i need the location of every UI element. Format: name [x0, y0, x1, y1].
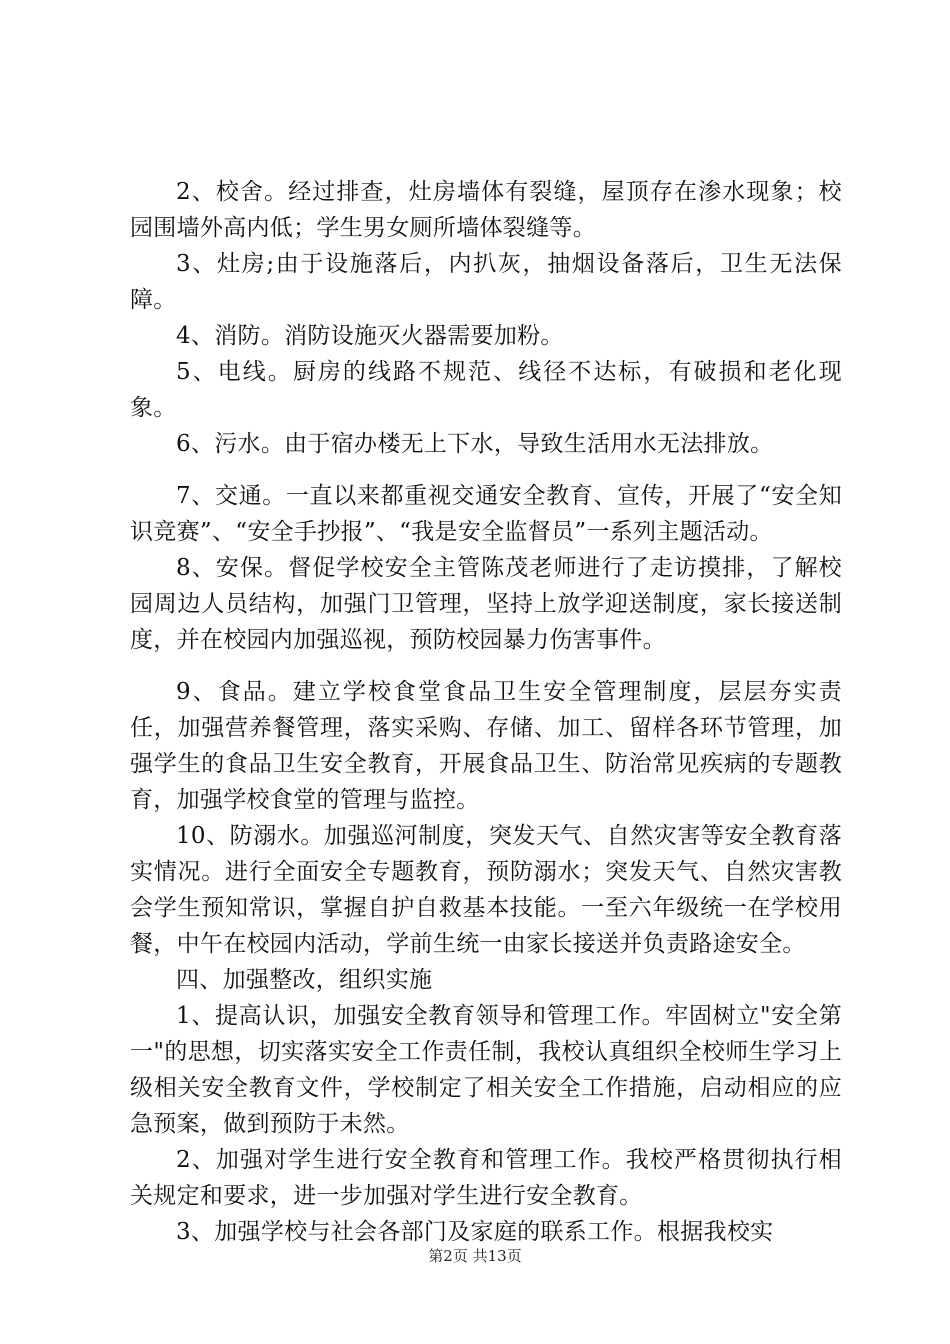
document-body: [130, 174, 842, 1250]
paragraph-fire-safety: 4、消防。消防设施灭火器需要加粉。: [176, 323, 564, 349]
paragraph-school-buildings: 2、校舍。经过排查，灶房墙体有裂缝，屋顶存在渗水现象；校园围墙外高内低；学生男女厕所墙体裂缝等。: [130, 179, 842, 241]
paragraph-drowning-prevention: 10、防溺水。加强巡河制度，突发天气、自然灾害等安全教育落实情况。进行全面安全专题教育，预防溺水；突发天气、自然灾害教会学生预知常识，掌握自护自救基本技能。一至六年级统一在学校用餐，中午在校园内活动，学前生统一由家长接送并负责路途安全。: [130, 823, 842, 957]
paragraph-traffic: 7、交通。一直以来都重视交通安全教育、宣传，开展了“安全知识竞赛”、“安全手抄报”、“我是安全监督员”一系列主题活动。: [130, 483, 842, 545]
paragraph-wiring: 5、电线。厨房的线路不规范、线径不达标，有破损和老化现象。: [130, 359, 842, 421]
section-heading-rectification: 四、加强整改，组织实施: [176, 967, 433, 993]
paragraph-student-education: 2、加强对学生进行安全教育和管理工作。我校严格贯彻执行相关规定和要求，进一步加强对学生进行安全教育。: [130, 1147, 842, 1209]
paragraph-security: 8、安保。督促学校安全主管陈茂老师进行了走访摸排，了解校园周边人员结构，加强门卫管理，坚持上放学迎送制度，家长接送制度，并在校园内加强巡视，预防校园暴力伤害事件。: [130, 555, 842, 653]
paragraph-food: 9、食品。建立学校食堂食品卫生安全管理制度，层层夯实责任，加强营养餐管理，落实采购、存储、加工、留样各环节管理，加强学生的食品卫生安全教育，开展食品卫生、防治常见疾病的专题教育，加强学校食堂的管理与监控。: [130, 679, 842, 813]
paragraph-kitchen: 3、灶房;由于设施落后，内扒灰，抽烟设备落后，卫生无法保障。: [130, 251, 842, 313]
paragraph-awareness: 1、提高认识，加强安全教育领导和管理工作。牢固树立"安全第一"的思想，切实落实安全工作责任制，我校认真组织全校师生学习上级相关安全教育文件，学校制定了相关安全工作措施，启动相应的应急预案，做到预防于未然。: [130, 1003, 842, 1137]
paragraph-community-liaison: 3、加强学校与社会各部门及家庭的联系工作。根据我校实: [176, 1219, 774, 1245]
page-number-footer: 第2页 共13页: [428, 1247, 522, 1265]
paragraph-sewage: 6、污水。由于宿办楼无上下水，导致生活用水无法排放。: [176, 431, 774, 457]
